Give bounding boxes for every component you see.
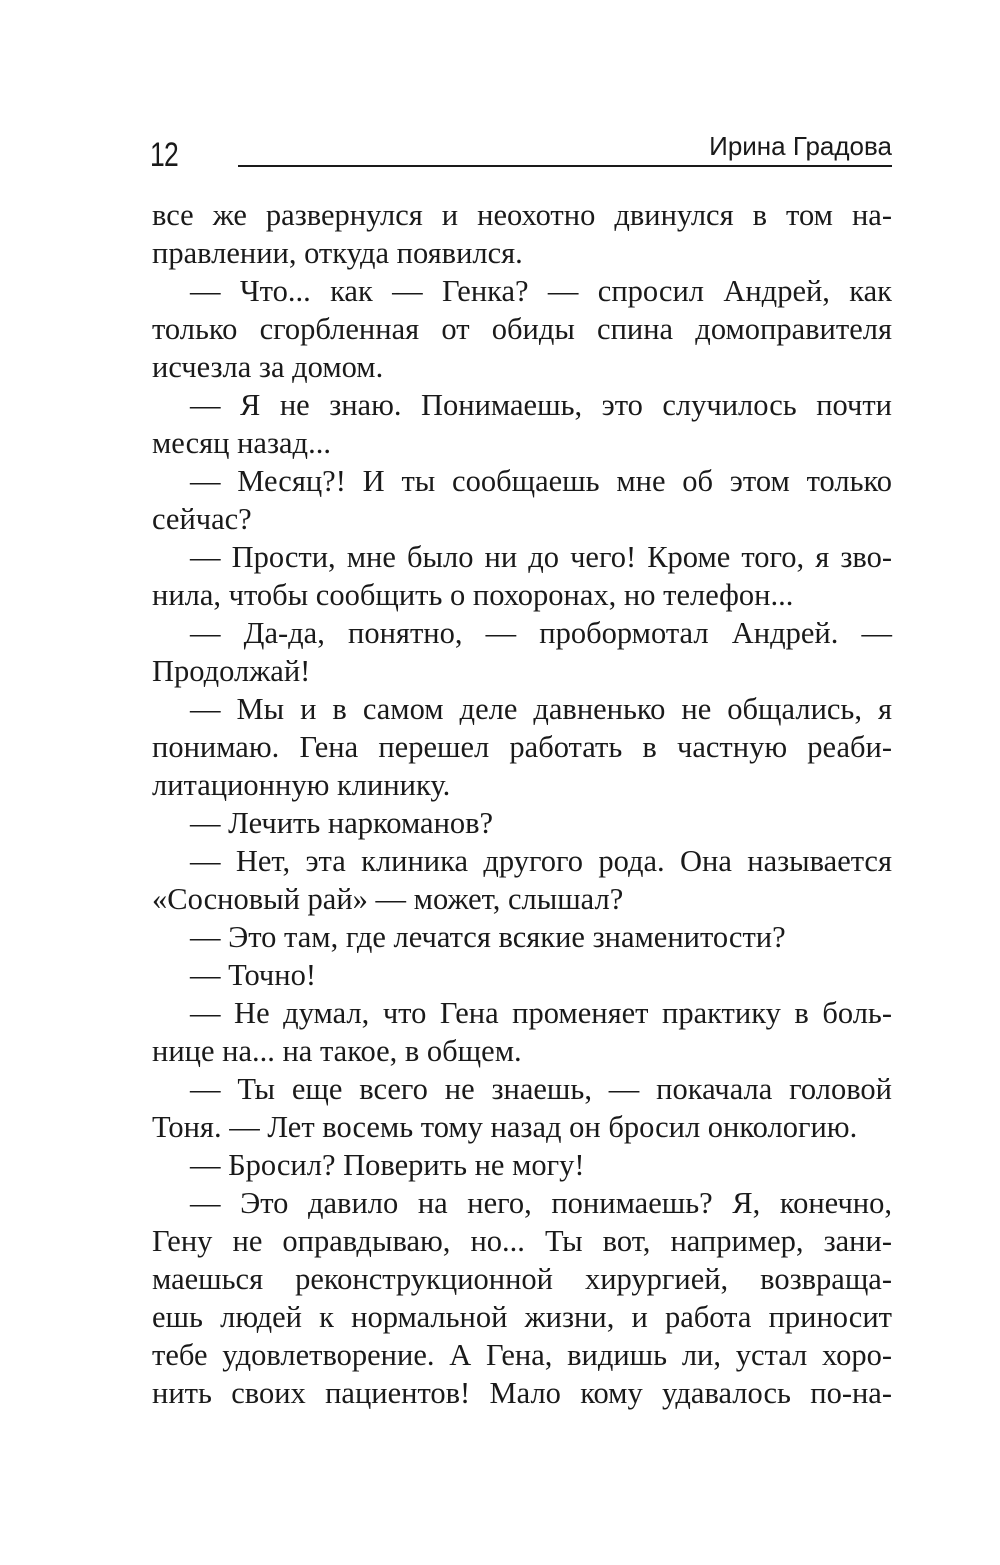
text-line: Тоня. — Лет восемь тому назад он бросил онкологию.: [152, 1110, 858, 1144]
text-line: — Да-да, понятно, — пробормотал Андрей. —: [190, 616, 892, 650]
text-line: Продолжай!: [152, 654, 311, 688]
text-line: — Я не знаю. Понимаешь, это случилось почти: [190, 388, 892, 422]
text-line: исчезла за домом.: [152, 350, 384, 384]
running-head-author: Ирина Градова: [709, 131, 892, 161]
text-line: — Месяц?! И ты сообщаешь мне об этом только: [190, 464, 892, 498]
text-line: — Что... как — Генка? — спросил Андрей, как: [190, 274, 892, 308]
text-line: — Это там, где лечатся всякие знаменитости?: [190, 920, 786, 954]
text-line: — Нет, эта клиника другого рода. Она называется: [190, 844, 892, 878]
text-line: — Бросил? Поверить не могу!: [190, 1148, 585, 1182]
text-line: нить своих пациентов! Мало кому удавалось по-на-: [152, 1376, 892, 1410]
text-line: — Точно!: [190, 958, 316, 992]
text-line: Гену не оправдываю, но... Ты вот, например, зани-: [152, 1224, 892, 1258]
header-rule: [238, 165, 892, 167]
text-line: нила, чтобы сообщить о похоронах, но телефон...: [152, 578, 794, 612]
page-number: 12: [150, 136, 178, 174]
text-line: — Не думал, что Гена променяет практику в боль-: [190, 996, 892, 1030]
body-text: [152, 196, 892, 1412]
text-line: тебе удовлетворение. А Гена, видишь ли, устал хоро-: [152, 1338, 892, 1372]
text-line: месяц назад...: [152, 426, 331, 460]
text-line: правлении, откуда появился.: [152, 236, 523, 270]
text-line: только сгорбленная от обиды спина домоправителя: [152, 312, 892, 346]
text-line: — Ты еще всего не знаешь, — покачала головой: [190, 1072, 892, 1106]
text-line: литационную клинику.: [152, 768, 451, 802]
text-line: все же развернулся и неохотно двинулся в том на-: [152, 198, 892, 232]
text-line: — Прости, мне было ни до чего! Кроме того, я зво-: [190, 540, 892, 574]
text-line: «Сосновый рай» — может, слышал?: [152, 882, 624, 916]
text-line: — Это давило на него, понимаешь? Я, конечно,: [190, 1186, 892, 1220]
text-line: понимаю. Гена перешел работать в частную реаби-: [152, 730, 892, 764]
text-line: — Мы и в самом деле давненько не общались, я: [190, 692, 892, 726]
text-line: ешь людей к нормальной жизни, и работа приносит: [152, 1300, 892, 1334]
text-line: сейчас?: [152, 502, 252, 536]
text-line: — Лечить наркоманов?: [190, 806, 494, 840]
text-line: маешься реконструкционной хирургией, возвраща-: [152, 1262, 892, 1296]
text-line: нице на... на такое, в общем.: [152, 1034, 522, 1068]
